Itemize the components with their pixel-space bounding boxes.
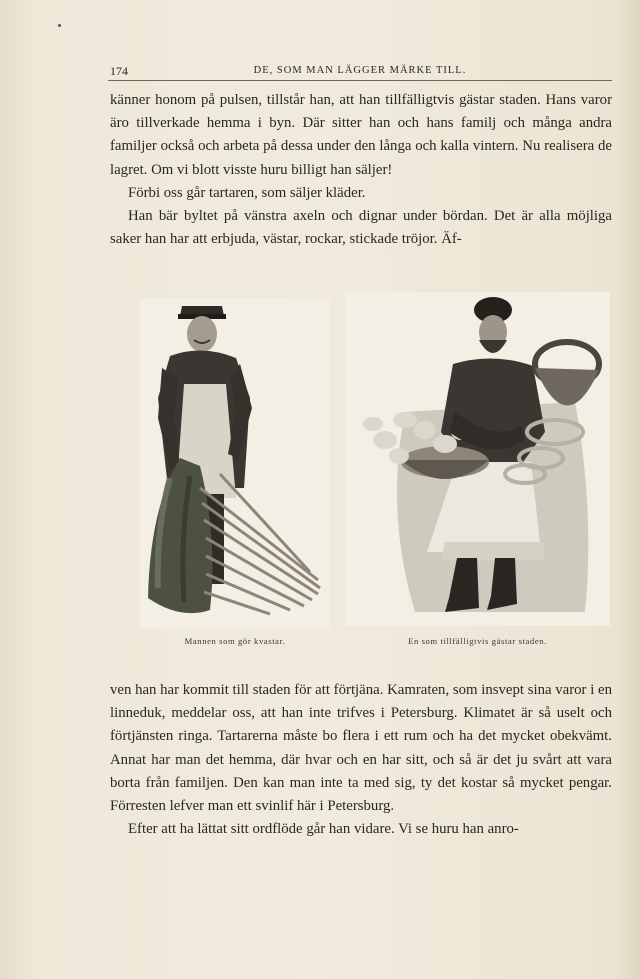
figure-caption: Mannen som gör kvastar. xyxy=(184,636,286,646)
broom-maker-illustration xyxy=(140,298,330,628)
running-head: DE, SOM MAN LÄGGER MÄRKE TILL. xyxy=(253,65,467,76)
peddler-illustration xyxy=(345,292,610,626)
text-block-bottom xyxy=(110,679,612,841)
paragraph: Förbi oss går tartaren, som säljer kläder. xyxy=(128,184,366,201)
paragraph: Efter att ha lättat sitt ordflöde går han vidare. Vi se huru han anro- xyxy=(128,821,519,838)
paragraph: känner honom på pulsen, tillstår han, att han tillfälligtvis gästar staden. Hans varor äro tillverkade hemma i byn. Där sitter han och hans familj och många andra familjer också och arbeta på dessa under den långa och kalla vintern. Nu realisera de lagret. Om vi blott visste huru billigt han säljer! xyxy=(110,92,612,178)
page-number: 174 xyxy=(110,64,128,78)
photo-broom-maker xyxy=(140,298,330,628)
figure-caption: En som tillfälligtvis gästar staden. xyxy=(408,636,547,646)
text-block-top xyxy=(110,89,612,251)
page-header xyxy=(108,62,612,81)
speck xyxy=(58,24,61,27)
paragraph: Han bär byltet på vänstra axeln och dignar under bördan. Det är alla möjliga saker han har att erbjuda, västar, rockar, stickade tröjor. Äf- xyxy=(110,208,612,248)
photo-visiting-peddler xyxy=(345,292,610,626)
paragraph: ven han har kommit till staden för att förtjäna. Kamraten, som insvept sina varor i en linneduk, meddelar oss, att han inte trifves i Petersburg. Klimatet är så uselt och förtjänsten ringa. Tartarerna måste bo flera i ett rum och ha det mycket obekvämt. Annat har man det hemma, där hvar och en har sitt, och så är det ju svårt att vara borta från familjen. Den kan man inte ta med sig, ty det kostar så mycket pengar. Förresten lefver man ett svinlif här i Petersburg. xyxy=(110,682,612,815)
